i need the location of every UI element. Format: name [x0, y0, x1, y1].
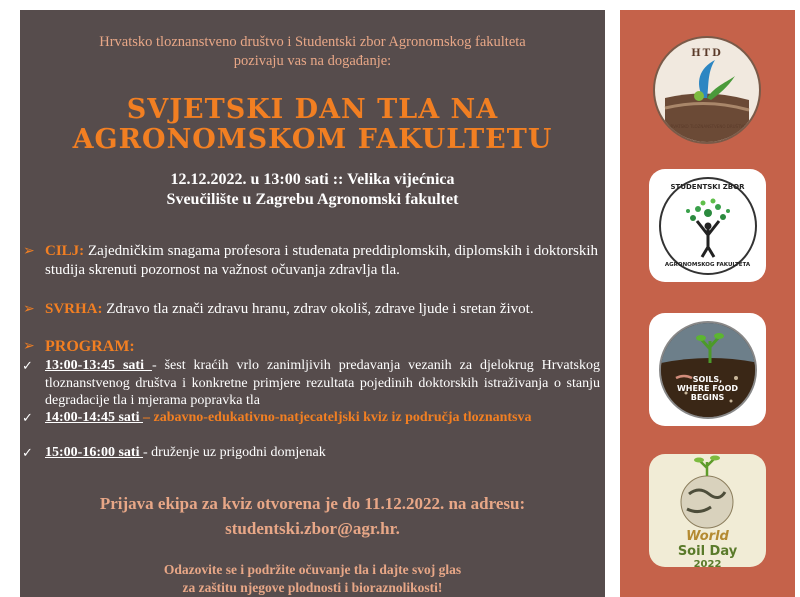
- svrha-text: Zdravo tla znači zdravu hranu, zdrav okoliš, zdrave ljude i sretan život.: [106, 301, 534, 317]
- email-link[interactable]: studentski.zbor@agr.hr.: [225, 519, 400, 538]
- wsd-text: [649, 529, 766, 567]
- program-desc: zabavno-edukativno-natjecateljski kviz iz područja tloznantsva: [153, 410, 532, 425]
- cilj-label: CILJ:: [45, 243, 85, 259]
- check-icon: ✓: [22, 358, 33, 373]
- studentski-ring: [659, 177, 757, 275]
- event-venue-line: Sveučilište u Zagrebu Agronomski fakultet: [166, 191, 459, 208]
- htd-abbr: HTD: [691, 48, 723, 59]
- intro-line-2: pozivaju vas na događanje:: [233, 53, 392, 69]
- event-poster: [20, 10, 605, 597]
- arrow-bullet-icon: ➢: [23, 339, 35, 354]
- wsd-line-2: Soil Day: [677, 544, 738, 559]
- program-item: [20, 409, 600, 427]
- world-soil-day-logo: [649, 454, 766, 567]
- soils-text: [661, 375, 755, 402]
- soils-line-3: BEGINS: [690, 392, 725, 402]
- cilj-section: [23, 242, 598, 280]
- program-time: 15:00-16:00 sati: [45, 445, 143, 460]
- intro-text: [20, 33, 605, 71]
- program-desc: šest kraćih vrlo zanimljivih predavanja vezanih za djelokrug Hrvatskog tloznanstvenog društva i konkretne primjere rezultata pojedinih doktorskih istraživanja o stanju degradacije tla i mjerama popravka tla: [45, 358, 600, 408]
- arrow-bullet-icon: ➢: [23, 302, 35, 317]
- event-date-place: [20, 170, 605, 210]
- registration-email[interactable]: [20, 518, 605, 540]
- logo-panel: [620, 10, 795, 597]
- studentski-bottom-text: AGRONOMSKOG FAKULTETA: [664, 261, 751, 268]
- program-time: 13:00-13:45 sati: [45, 358, 152, 373]
- program-time: 14:00-14:45 sati: [45, 410, 143, 425]
- check-icon: ✓: [22, 445, 33, 460]
- program-desc: druženje uz prigodni domjenak: [151, 445, 326, 460]
- studentski-top-text: STUDENTSKI ZBOR: [670, 182, 745, 191]
- arrow-bullet-icon: ➢: [23, 244, 35, 259]
- closing-line-1: Odazovite se i podržite očuvanje tla i dajte svoj glas: [163, 562, 462, 577]
- registration-line: Prijava ekipa za kviz otvorena je do 11.12.2022. na adresu:: [99, 494, 526, 513]
- soils-food-logo: [649, 313, 766, 426]
- program-item: [20, 357, 600, 410]
- separator: -: [151, 358, 165, 373]
- studentski-zbor-logo: [649, 169, 766, 282]
- wsd-line-1: World: [686, 529, 729, 544]
- program-label: PROGRAM:: [45, 338, 135, 355]
- event-date-line: 12.12.2022. u 13:00 sati :: Velika vijećnica: [170, 171, 455, 188]
- tree-person-icon: [673, 191, 743, 261]
- htd-ring-text: HRVATSKO TLOZNANSTVENO DRUŠTVO: [667, 124, 747, 129]
- title-line-1: SVJETSKI DAN TLA NA: [126, 94, 499, 125]
- separator: –: [143, 410, 154, 425]
- soils-line-2: WHERE FOOD: [676, 383, 739, 393]
- event-title: [20, 95, 605, 155]
- program-heading: [23, 337, 598, 357]
- soils-disc: [659, 321, 757, 419]
- check-icon: ✓: [22, 410, 33, 425]
- separator: -: [143, 445, 152, 460]
- program-item: [20, 444, 600, 462]
- registration-note: [20, 493, 605, 515]
- soils-line-1: SOILS,: [692, 374, 723, 384]
- svrha-section: [23, 300, 598, 319]
- wsd-line-3: 2022: [693, 559, 722, 567]
- intro-line-1: Hrvatsko tloznanstveno društvo i Studentski zbor Agronomskog fakulteta: [99, 34, 526, 50]
- svrha-label: SVRHA:: [45, 301, 103, 317]
- closing-text: [20, 561, 605, 597]
- closing-line-2: za zaštitu njegove plodnosti i bioraznolikosti!: [182, 580, 443, 595]
- htd-logo: [653, 36, 761, 144]
- title-line-2: AGRONOMSKOM FAKULTETU: [72, 124, 553, 155]
- soil-scene-icon: [661, 323, 757, 419]
- cilj-text: Zajedničkim snagama profesora i studenata preddiplomskih, diplomskih i doktorskih studija skrenuti pozornost na važnost očuvanja zdravlja tla.: [45, 243, 599, 278]
